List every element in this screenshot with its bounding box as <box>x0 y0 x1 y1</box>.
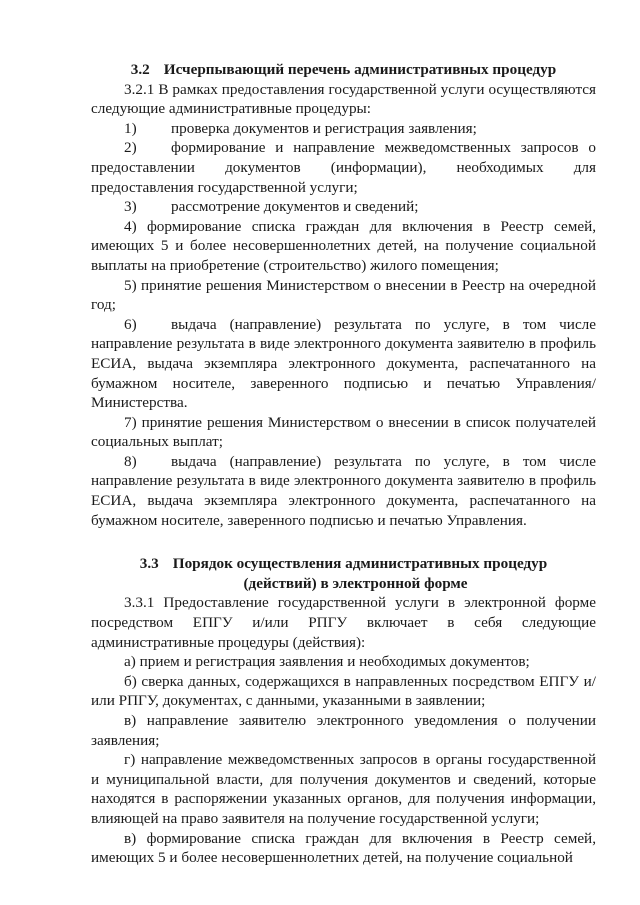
section-3-3-intro: 3.3.1 Предоставление государственной услуги в электронной форме посредством ЕПГУ и/или РПГУ включает в себя следующие административные процедуры (действия): <box>91 594 596 651</box>
list-item <box>91 138 596 197</box>
list-item: 7) принятие решения Министерством о внесении в список получателей социальных выплат; <box>91 413 596 451</box>
list-item: а) прием и регистрация заявления и необходимых документов; <box>124 653 530 671</box>
document-page <box>91 60 596 868</box>
section-3-3-heading <box>91 554 596 593</box>
list-marker: 2) <box>124 139 137 157</box>
list-item-text: выдача (направление) результата по услуге, в том числе направление результата в виде электронного документа заявителю в профиль ЕСИА, выдача экземпляра электронного документа, распечатанного на бумажном носителе, заверенного подписью и печатью Управления/Министерства. <box>91 315 596 412</box>
list-item: б) сверка данных, содержащихся в направленных посредством ЕПГУ и/или РПГУ, документах, с данными, указанными в заявлении; <box>91 672 596 710</box>
section-spacer <box>91 530 596 554</box>
list-item: 4) формирование списка граждан для включения в Реестр семей, имеющих 5 и более несовершеннолетних детей, на получение социальной выплаты на приобретение (строительство) жилого помещения; <box>91 217 596 274</box>
section-title: Порядок осуществления административных процедур <box>172 555 548 573</box>
list-item-text: выдача (направление) результата по услуге, в том числе направление результата в виде электронного документа заявителю в профиль ЕСИА, выдача экземпляра электронного документа, распечатанного на бумажном носителе, заверенного подписью и печатью Управления. <box>91 452 596 529</box>
list-item <box>91 315 596 413</box>
list-marker: 3) <box>124 198 137 216</box>
list-item-text: формирование и направление межведомственных запросов о предоставлении документов (информации), необходимых для предоставления государственной услуги; <box>91 139 596 196</box>
list-item-text: рассмотрение документов и сведений; <box>171 198 419 216</box>
list-marker: 8) <box>124 452 137 470</box>
section-title-line2: (действий) в электронной форме <box>243 574 468 592</box>
list-item <box>91 452 596 530</box>
list-item <box>91 119 596 139</box>
list-marker: 1) <box>124 119 137 137</box>
list-item: 5) принятие решения Министерством о внесении в Реестр на очередной год; <box>91 276 596 314</box>
list-item: г) направление межведомственных запросов в органы государственной и муниципальной власти, для получения документов и сведений, которые находятся в распоряжении указанных органов, для получения информации, влияющей на право заявителя на получение государственной услуги; <box>91 751 596 827</box>
section-number: 3.2 <box>130 61 150 78</box>
list-item: в) направление заявителю электронного уведомления о получении заявления; <box>91 712 596 749</box>
section-3-2-intro: 3.2.1 В рамках предоставления государственной услуги осуществляются следующие административные процедуры: <box>91 80 596 118</box>
list-item-text: проверка документов и регистрация заявления; <box>171 119 477 137</box>
list-item: в) формирование списка граждан для включения в Реестр семей, имеющих 5 и более несовершеннолетних детей, на получение социальной <box>91 829 596 867</box>
list-item <box>91 197 596 217</box>
section-number: 3.3 <box>139 555 159 573</box>
section-3-2-heading <box>91 60 596 80</box>
list-marker: 6) <box>124 315 137 333</box>
section-title: Исчерпывающий перечень административных процедур <box>163 61 557 78</box>
